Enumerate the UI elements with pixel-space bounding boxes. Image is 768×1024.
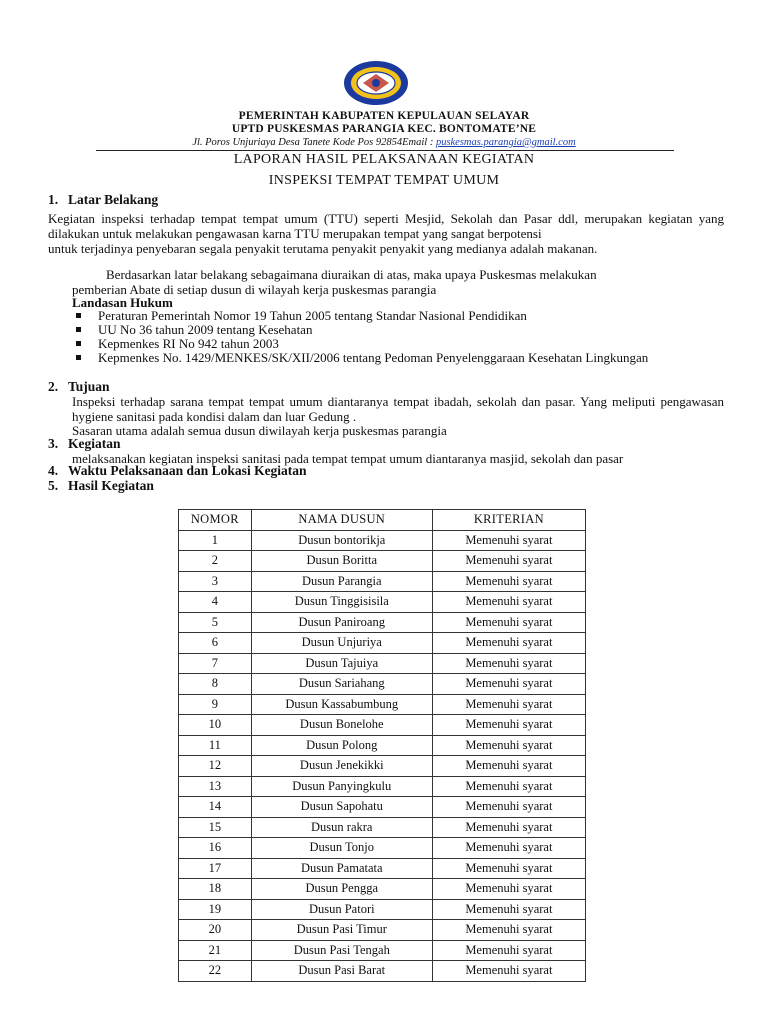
latar-p1-last-line: untuk terjadinya penyebaran segala penyakit terutama penyakit penyakit yang medianya adalah makanan.	[48, 241, 598, 256]
address-text: Jl. Poros Unjuriaya Desa Tanete Kode Pos 92854Email :	[192, 137, 436, 148]
table-row	[179, 961, 586, 982]
list-item	[72, 337, 724, 351]
cell-nomor: 10	[179, 715, 252, 736]
table-row	[179, 551, 586, 572]
letterhead-address	[0, 137, 768, 148]
cell-kriterian: Memenuhi syarat	[432, 530, 585, 551]
table-row	[179, 756, 586, 777]
section-5-heading	[48, 478, 154, 494]
cell-nama-dusun: Dusun Pasi Timur	[251, 920, 432, 941]
bullet-icon	[76, 313, 81, 318]
table-row	[179, 592, 586, 613]
table-row	[179, 653, 586, 674]
table-body	[179, 530, 586, 981]
latar-p2-line-1: Berdasarkan latar belakang sebagaimana diuraikan di atas, maka upaya Puskesmas melakukan	[106, 267, 597, 282]
table-row	[179, 715, 586, 736]
cell-kriterian: Memenuhi syarat	[432, 653, 585, 674]
section-label: Waktu Pelaksanaan dan Lokasi Kegiatan	[68, 463, 307, 478]
column-header-kriterian: KRITERIAN	[432, 510, 585, 531]
cell-nama-dusun: Dusun Unjuriya	[251, 633, 432, 654]
section-number: 2.	[48, 379, 59, 394]
latar-paragraph-1	[48, 211, 724, 256]
cell-nama-dusun: Dusun Tinggisisila	[251, 592, 432, 613]
section-label: Hasil Kegiatan	[68, 478, 154, 493]
table-row	[179, 694, 586, 715]
cell-nama-dusun: Dusun Pasi Tengah	[251, 940, 432, 961]
cell-kriterian: Memenuhi syarat	[432, 838, 585, 859]
table-row	[179, 858, 586, 879]
cell-nomor: 7	[179, 653, 252, 674]
cell-nomor: 16	[179, 838, 252, 859]
column-header-nama-dusun: NAMA DUSUN	[251, 510, 432, 531]
cell-nomor: 5	[179, 612, 252, 633]
table-row	[179, 838, 586, 859]
landasan-hukum-heading: Landasan Hukum	[72, 295, 173, 310]
cell-nama-dusun: Dusun bontorikja	[251, 530, 432, 551]
cell-kriterian: Memenuhi syarat	[432, 858, 585, 879]
cell-kriterian: Memenuhi syarat	[432, 879, 585, 900]
cell-nama-dusun: Dusun Boritta	[251, 551, 432, 572]
section-label: Tujuan	[68, 379, 110, 394]
section-label: Latar Belakang	[68, 192, 159, 207]
cell-nama-dusun: Dusun rakra	[251, 817, 432, 838]
cell-nomor: 22	[179, 961, 252, 982]
table-header-row	[179, 510, 586, 531]
latar-paragraph-2	[48, 267, 724, 297]
table-row	[179, 899, 586, 920]
cell-nama-dusun: Dusun Pasi Barat	[251, 961, 432, 982]
section-3-heading	[48, 436, 121, 452]
section-2-heading	[48, 379, 110, 395]
cell-nomor: 12	[179, 756, 252, 777]
table-row	[179, 920, 586, 941]
cell-kriterian: Memenuhi syarat	[432, 776, 585, 797]
bullet-icon	[76, 341, 81, 346]
table-row	[179, 530, 586, 551]
table-row	[179, 612, 586, 633]
cell-kriterian: Memenuhi syarat	[432, 551, 585, 572]
section-4-heading	[48, 463, 307, 479]
kegiatan-paragraph: melaksanakan kegiatan inspeksi sanitasi pada tempat tempat umum diantaranya masjid, sekolah dan pasar	[72, 451, 624, 466]
column-header-nomor: NOMOR	[179, 510, 252, 531]
cell-kriterian: Memenuhi syarat	[432, 674, 585, 695]
cell-nomor: 3	[179, 571, 252, 592]
bullet-icon	[76, 327, 81, 332]
table-row	[179, 879, 586, 900]
cell-nama-dusun: Dusun Sapohatu	[251, 797, 432, 818]
cell-kriterian: Memenuhi syarat	[432, 571, 585, 592]
cell-nama-dusun: Dusun Panyingkulu	[251, 776, 432, 797]
cell-nomor: 19	[179, 899, 252, 920]
cell-nomor: 9	[179, 694, 252, 715]
table-row	[179, 735, 586, 756]
letterhead-line-2: UPTD PUSKESMAS PARANGIA KEC. BONTOMATE’NE	[231, 123, 537, 135]
cell-nama-dusun: Dusun Bonelohe	[251, 715, 432, 736]
table-row	[179, 674, 586, 695]
cell-nomor: 8	[179, 674, 252, 695]
cell-kriterian: Memenuhi syarat	[432, 940, 585, 961]
cell-nama-dusun: Dusun Tonjo	[251, 838, 432, 859]
latar-p2-line-2: pemberian Abate di setiap dusun di wilayah kerja puskesmas parangia	[72, 282, 437, 297]
cell-nama-dusun: Dusun Jenekikki	[251, 756, 432, 777]
section-1-heading	[48, 192, 158, 208]
cell-nama-dusun: Dusun Sariahang	[251, 674, 432, 695]
cell-nama-dusun: Dusun Pamatata	[251, 858, 432, 879]
report-subtitle: INSPEKSI TEMPAT TEMPAT UMUM	[268, 173, 500, 188]
table-row	[179, 940, 586, 961]
cell-nama-dusun: Dusun Polong	[251, 735, 432, 756]
tujuan-paragraph-2: Sasaran utama adalah semua dusun diwilayah kerja puskesmas parangia	[72, 423, 447, 438]
cell-kriterian: Memenuhi syarat	[432, 920, 585, 941]
cell-nomor: 4	[179, 592, 252, 613]
cell-nama-dusun: Dusun Kassabumbung	[251, 694, 432, 715]
cell-nomor: 11	[179, 735, 252, 756]
section-number: 5.	[48, 478, 59, 493]
letterhead-line-1: PEMERINTAH KABUPATEN KEPULAUAN SELAYAR	[238, 110, 530, 122]
cell-nama-dusun: Dusun Tajuiya	[251, 653, 432, 674]
cell-nama-dusun: Dusun Pengga	[251, 879, 432, 900]
cell-nomor: 17	[179, 858, 252, 879]
section-number: 3.	[48, 436, 59, 451]
list-item-text: Peraturan Pemerintah Nomor 19 Tahun 2005 tentang Standar Nasional Pendidikan	[98, 308, 527, 323]
cell-kriterian: Memenuhi syarat	[432, 633, 585, 654]
cell-kriterian: Memenuhi syarat	[432, 817, 585, 838]
cell-kriterian: Memenuhi syarat	[432, 715, 585, 736]
list-item	[72, 323, 724, 337]
list-item	[72, 351, 724, 365]
tujuan-paragraph-1: Inspeksi terhadap sarana tempat tempat umum diantaranya tempat ibadah, sekolah dan pasar. Yang meliputi pengawasan hygiene sanitasi pada kondisi dalam dan luar Gedung .	[72, 394, 724, 424]
email-link[interactable]: puskesmas.parangia@gmail.com	[435, 137, 576, 148]
section-number: 4.	[48, 463, 59, 478]
table-row	[179, 633, 586, 654]
cell-nomor: 18	[179, 879, 252, 900]
cell-nama-dusun: Dusun Parangia	[251, 571, 432, 592]
section-number: 1.	[48, 192, 59, 207]
cell-nomor: 13	[179, 776, 252, 797]
table-row	[179, 571, 586, 592]
list-item-text: UU No 36 tahun 2009 tentang Kesehatan	[98, 322, 313, 337]
letterhead-rule	[96, 150, 674, 151]
cell-nama-dusun: Dusun Paniroang	[251, 612, 432, 633]
cell-nomor: 20	[179, 920, 252, 941]
section-label: Kegiatan	[68, 436, 121, 451]
report-title: LAPORAN HASIL PELAKSANAAN KEGIATAN	[233, 152, 535, 167]
cell-nomor: 6	[179, 633, 252, 654]
hasil-kegiatan-table	[178, 509, 586, 982]
table-row	[179, 776, 586, 797]
cell-kriterian: Memenuhi syarat	[432, 694, 585, 715]
list-item	[72, 309, 724, 323]
list-item-text: Kepmenkes RI No 942 tahun 2003	[98, 336, 279, 351]
cell-kriterian: Memenuhi syarat	[432, 592, 585, 613]
table-row	[179, 817, 586, 838]
cell-kriterian: Memenuhi syarat	[432, 612, 585, 633]
cell-kriterian: Memenuhi syarat	[432, 797, 585, 818]
cell-nomor: 1	[179, 530, 252, 551]
cell-kriterian: Memenuhi syarat	[432, 756, 585, 777]
cell-nomor: 21	[179, 940, 252, 961]
cell-kriterian: Memenuhi syarat	[432, 961, 585, 982]
table-row	[179, 797, 586, 818]
cell-kriterian: Memenuhi syarat	[432, 735, 585, 756]
government-emblem-icon	[343, 60, 409, 106]
cell-nama-dusun: Dusun Patori	[251, 899, 432, 920]
landasan-list	[72, 309, 724, 365]
list-item-text: Kepmenkes No. 1429/MENKES/SK/XII/2006 tentang Pedoman Penyelenggaraan Kesehatan Lingkungan	[98, 350, 649, 365]
latar-p1-lines: Kegiatan inspeksi terhadap tempat tempat umum (TTU) seperti Mesjid, Sekolah dan Pasar ddl, merupakan kegiatan yang dilakukan untuk melakukan pengawasan karna TTU merupakan tempat yang sangat berpotensi	[48, 211, 724, 241]
cell-kriterian: Memenuhi syarat	[432, 899, 585, 920]
cell-nomor: 2	[179, 551, 252, 572]
cell-nomor: 15	[179, 817, 252, 838]
cell-nomor: 14	[179, 797, 252, 818]
bullet-icon	[76, 355, 81, 360]
